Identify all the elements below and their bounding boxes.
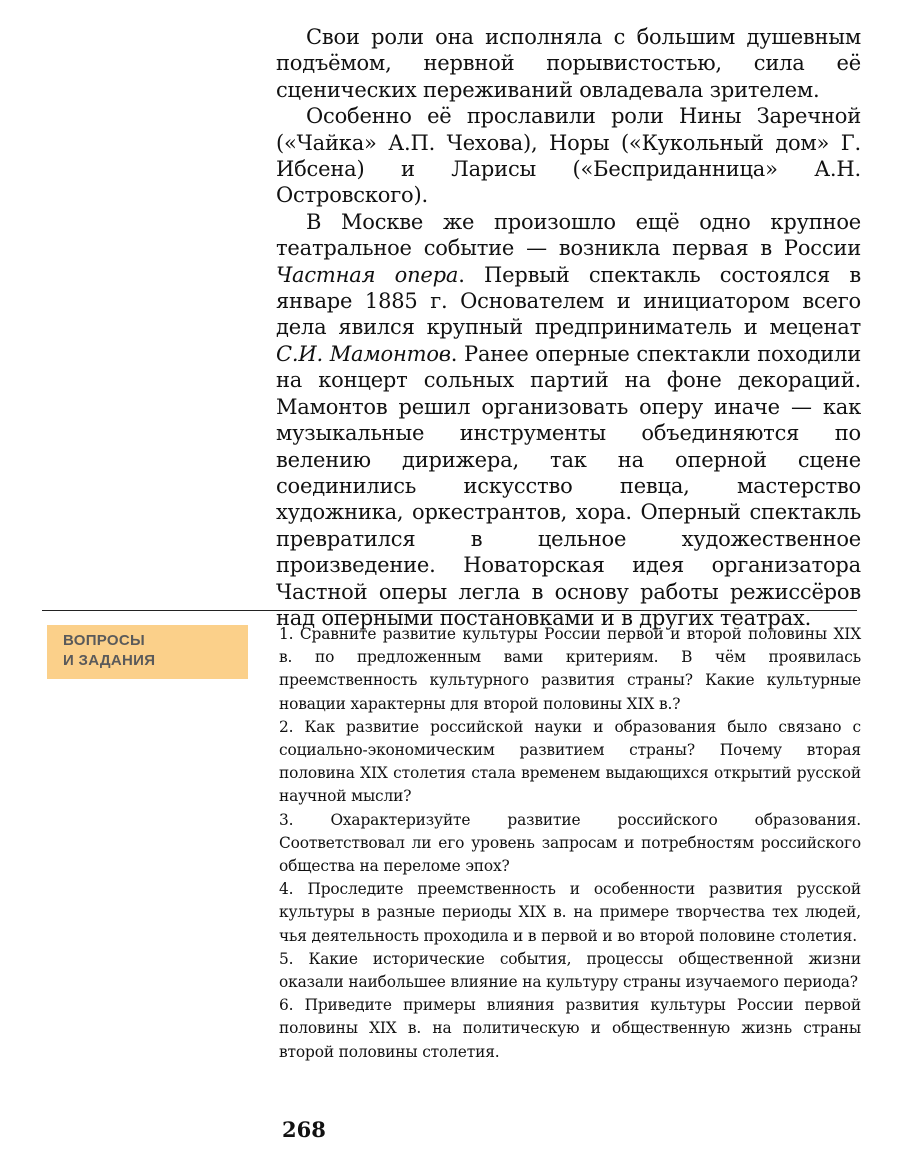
question-item: 2. Как развитие российской науки и образования было связано с социально-экономическим развитием страны? Почему вторая половина XIX столетия стала временем выдающихся открытий русской научной мысли? [279, 717, 861, 806]
question-item: 6. Приведите примеры влияния развития культуры России первой половины XIX в. на политическую и общественную жизнь страны второй половины столетия. [279, 996, 861, 1061]
paragraph [276, 209, 861, 632]
section-divider [42, 610, 857, 611]
main-text [276, 24, 861, 631]
text-fragment: . Ранее оперные спектакли походили на концерт сольных партий на фоне декораций. Мамонтов решил организовать оперу иначе — как музыкальные инструменты объединяются по велению дирижера, так на оперной сцене соединились искусство певца, мастерство художника, оркестрантов, хора. Оперный спектакль превратился в цельное художественное произведение. Новаторская идея организатора Частной оперы легла в основу работы режиссёров над оперными постановками и в других театрах. [276, 341, 861, 630]
question-item: 5. Какие исторические события, процессы общественной жизни оказали наибольшее влияние на культуру страны изучаемого периода? [279, 949, 861, 992]
questions-list [279, 623, 861, 1064]
page-number: 268 [282, 1117, 326, 1142]
paragraph: Свои роли она исполняла с большим душевным подъёмом, нервной порывистостью, сила её сценических переживаний овладевала зрителем. [276, 25, 861, 102]
paragraph: Особенно её прославили роли Нины Заречной («Чайка» А.П. Чехова), Норы («Кукольный дом» Г. Ибсена) и Ларисы («Бесприданница» А.Н. Островского). [276, 104, 861, 208]
questions-section-label [47, 625, 248, 679]
question-item: 1. Сравните развитие культуры России первой и второй половины XIX в. по предложенным вами критериям. В чём проявилась преемственность культурного развития страны? Какие культурные новации характерны для второй половины XIX в.? [279, 625, 861, 713]
italic-name-mamontov: С.И. Мамонтов [276, 341, 451, 366]
question-item: 3. Охарактеризуйте развитие российского образования. Соответствовал ли его уровень запросам и потребностям российского общества на переломе эпох? [279, 810, 861, 876]
section-label-line: И ЗАДАНИЯ [63, 652, 156, 669]
section-label-line: ВОПРОСЫ [63, 632, 145, 649]
text-fragment: . Первый спектакль состоялся в январе 1885 г. Основателем и инициатором всего дела явился крупный предприниматель и меценат [276, 262, 861, 340]
question-item: 4. Проследите преемственность и особенности развития русской культуры в разные периоды XIX в. на примере творчества тех людей, чья деятельность проходила и в первой и во второй половине столетия. [279, 880, 861, 945]
italic-term-private-opera: Частная опера [276, 262, 459, 287]
text-fragment: В Москве же произошло ещё одно крупное театральное событие — возникла первая в России [276, 209, 861, 261]
